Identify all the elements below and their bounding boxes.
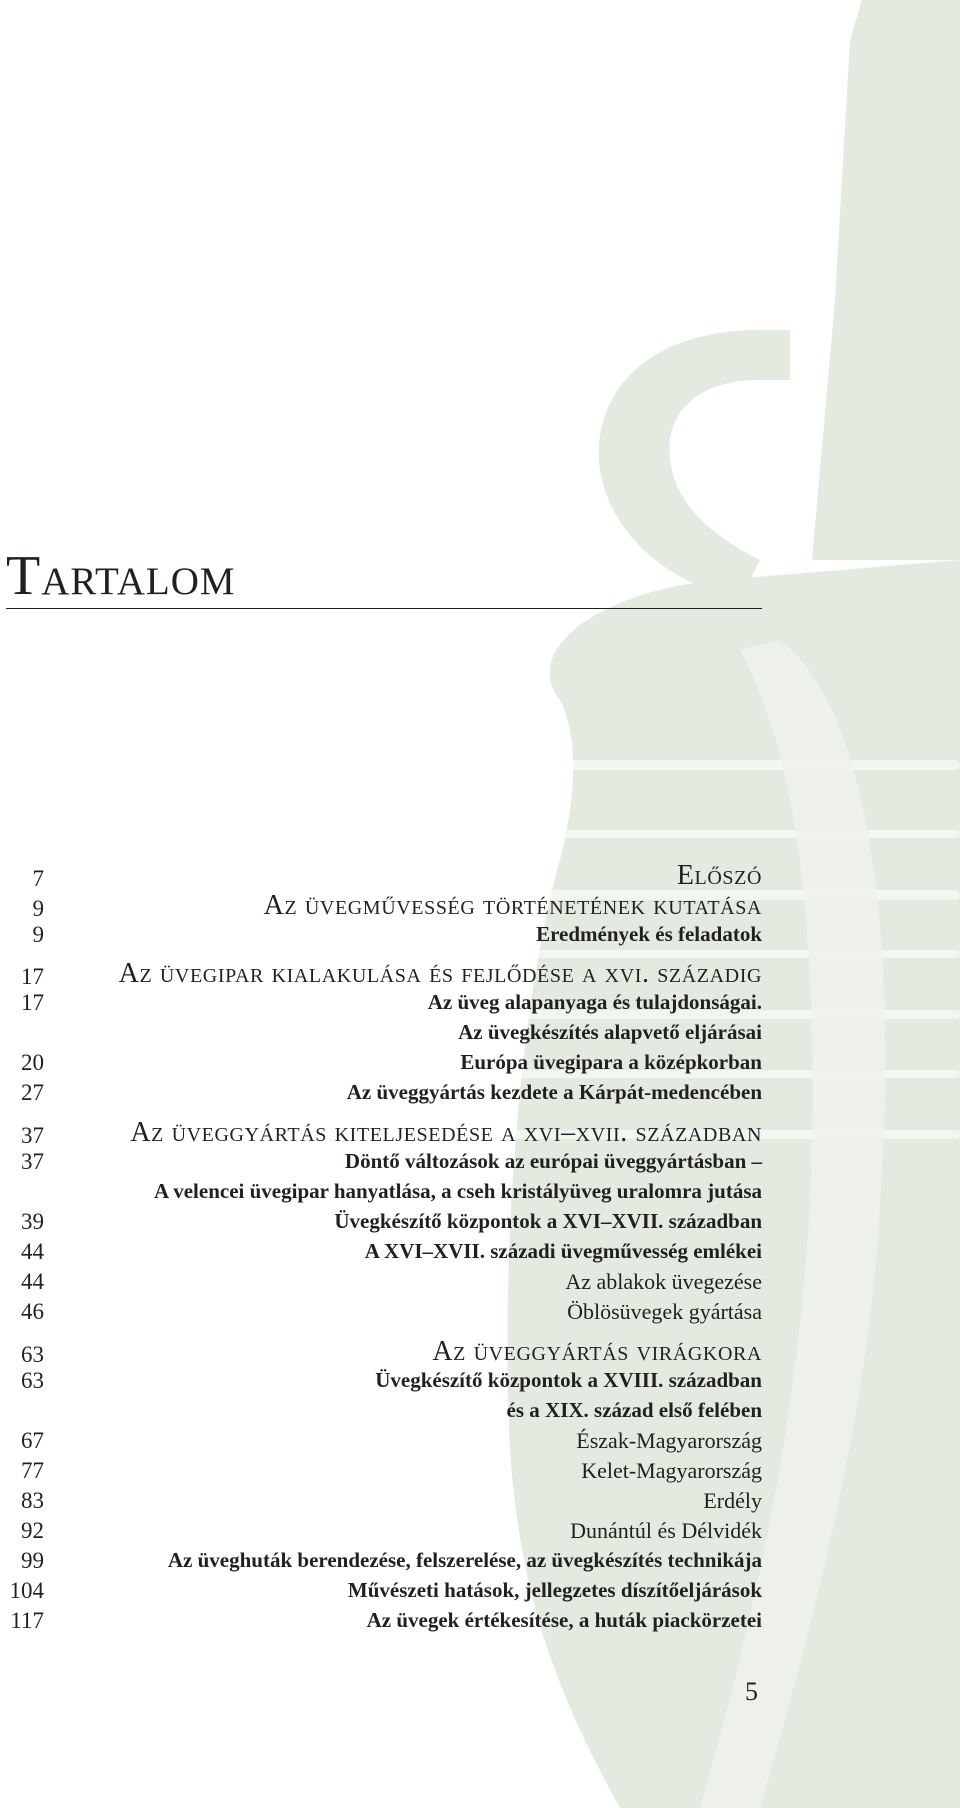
toc-page-number: 27 xyxy=(21,1080,44,1105)
toc-page-number: 39 xyxy=(21,1209,44,1234)
toc-page-number: 67 xyxy=(21,1428,44,1453)
toc-entry-title: Üvegkészítő központok a XVIII. században xyxy=(375,1368,762,1392)
toc-entry-title: Az üveggyártás kezdete a Kárpát-medencében xyxy=(346,1080,762,1104)
toc-page-number: 99 xyxy=(21,1548,44,1573)
toc-page-number: 63 xyxy=(21,1368,44,1393)
toc-entry-title: Az üveg alapanyaga és tulajdonságai. xyxy=(427,990,762,1014)
toc-page-number: 44 xyxy=(21,1239,44,1264)
page-title: Tartalom xyxy=(6,545,236,607)
toc-page-number: 9 xyxy=(32,896,44,921)
toc-entry-title: Eredmények és feladatok xyxy=(536,922,762,946)
toc-page-number: 7 xyxy=(32,866,44,891)
toc-page-number: 83 xyxy=(21,1488,44,1513)
toc-entry-title: A XVI–XVII. századi üvegművesség emlékei xyxy=(364,1239,762,1263)
toc-entry-title: Döntő változások az európai üveggyártásban – xyxy=(344,1149,762,1173)
toc-entry-title: Észak-Magyarország xyxy=(576,1428,762,1453)
toc-entry-title: A velencei üvegipar hanyatlása, a cseh kristályüveg uralomra jutása xyxy=(153,1179,762,1203)
toc-entry-title: Művészeti hatások, jellegzetes díszítőeljárások xyxy=(347,1578,762,1602)
toc-page-number: 46 xyxy=(21,1299,44,1324)
toc-page-number: 44 xyxy=(21,1269,44,1294)
toc-page-number: 117 xyxy=(10,1608,44,1633)
toc-entry-title: Üvegkészítő központok a XVI–XVII. században xyxy=(334,1209,762,1233)
toc-entry-title: Az üvegművesség történetének kutatása xyxy=(263,890,762,921)
toc-entry-title: Erdély xyxy=(703,1488,762,1513)
toc-entry-title: Az üvegek értékesítése, a huták piackörzetei xyxy=(366,1608,762,1632)
toc-entry-title: Az üvegkészítés alapvető eljárásai xyxy=(458,1020,762,1044)
toc-page-number: 104 xyxy=(9,1578,44,1603)
toc-entry-title: és a XIX. század első felében xyxy=(506,1398,762,1422)
page-number: 5 xyxy=(745,1677,758,1706)
toc-entry-title: Öblösüvegek gyártása xyxy=(567,1299,762,1324)
toc-page-number: 77 xyxy=(21,1458,44,1483)
toc-entry-title: Az üvegipar kialakulása és fejlődése a xvi. századig xyxy=(118,958,762,989)
toc-page-number: 9 xyxy=(32,922,44,947)
toc-page-number: 37 xyxy=(21,1123,44,1148)
toc-entry-title: Előszó xyxy=(676,860,762,891)
toc-page-number: 17 xyxy=(21,964,44,989)
toc-page-number: 20 xyxy=(21,1050,44,1075)
toc-entry-title: Dunántúl és Délvidék xyxy=(570,1518,762,1543)
toc-page-number: 63 xyxy=(21,1342,44,1367)
toc-entry-title: Az ablakok üvegezése xyxy=(565,1269,762,1294)
toc-entry-title: Az üveghuták berendezése, felszerelése, az üvegkészítés technikája xyxy=(167,1548,762,1572)
toc-entry-title: Az üveggyártás kiteljesedése a xvi–xvii. században xyxy=(130,1117,762,1148)
toc-entry-title: Kelet-Magyarország xyxy=(581,1458,762,1483)
toc-entry-title: Az üveggyártás virágkora xyxy=(432,1336,762,1367)
toc-page-number: 37 xyxy=(21,1149,44,1174)
toc-entry-title: Európa üvegipara a középkorban xyxy=(460,1050,762,1074)
toc-page-number: 17 xyxy=(21,990,44,1015)
toc-page-number: 92 xyxy=(21,1518,44,1543)
